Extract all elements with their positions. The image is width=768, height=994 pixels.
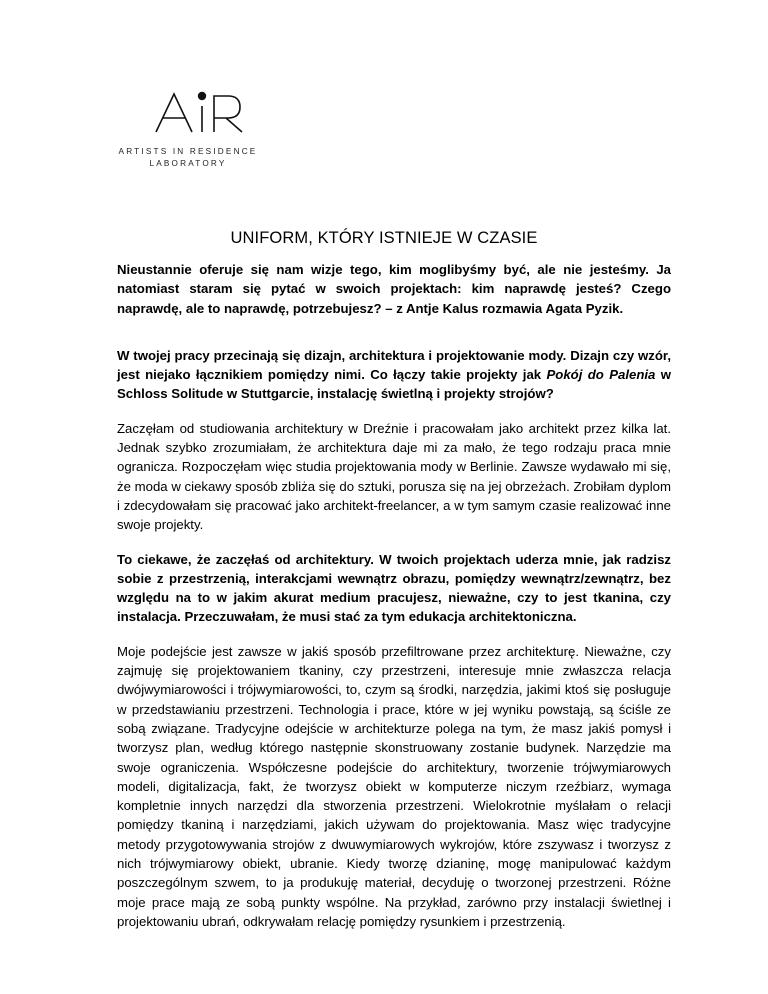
question-1-part-a: W twojej pracy przecinają się dizajn, architektura i projektowanie mody. Dizajn czy wzór, jest niejako łącznikiem pomiędzy nimi. Co łączy takie projekty jak — [117, 347, 671, 383]
lead-paragraph: Nieustannie oferuje się nam wizje tego, kim moglibyśmy być, ale nie jesteśmy. Ja natomiast staram się pytać w swoich projektach: kim naprawdę jesteś? Czego naprawdę, ale to naprawdę, potrzebujesz? – z Antje Kalus rozmawia Agata Pyzik. — [117, 262, 671, 316]
answer-1: Zaczęłam od studiowania architektury w Dreźnie i pracowałam jako architekt przez kilka lat. Jednak szybko zrozumiałam, że architektura daje mi za mało, że tego rodzaju praca mnie ogranicza. Rozpoczęłam więc studia projektowania mody w Berlinie. Zawsze wydawało mi się, że moda w ciekawy sposób zbliża się do sztuki, porusza się na jej obrzeżach. Zrobiłam dyplom i zdecydowałam się pracować jako architekt-freelancer, a w tym samym czasie realizować inne swoje projekty. — [117, 420, 671, 533]
logo-subtitle-line1: ARTISTS IN RESIDENCE — [118, 147, 258, 156]
question-1-part-b: w Schloss Solitude w Stuttgarcie, instalację świetlną i projekty strojów? — [117, 367, 671, 402]
answer-2: Moje podejście jest zawsze w jakiś sposób przefiltrowane przez architekturę. Nieważne, czy zajmuję się projektowaniem tkaniny, czy przestrzeni, interesuje mnie zwłaszcza relacja dwójwymiarowości i trójwymiarowości, to, czym są środki, narzędzia, jakimi ktoś się posługuje w przedstawianiu przestrzeni. Technologia i prace, które w jej wyniku powstają, są ściśle ze sobą związane. Tradycyjne odejście w architekturze polega na tym, że masz jakiś pomysł i tworzysz plan, według którego następnie skonstruowany zostanie budynek. Narzędzie ma swoje ograniczenia. Współczesne podejście do architektury, tworzenie trójwymiarowych modeli, digitalizacja, fakt, że tworzysz obiekt w komputerze niczym rzeźbiarz, wymaga kompletnie innych narzędzi dla stworzenia przestrzeni. Wielokrotnie myślałam o relacji pomiędzy tkaniną i narzędziami, jakich używam do projektowania. Masz więc tradycyjne metody przygotowywania strojów z dwuwymiarowych wykrojów, które zszywasz i tworzysz z nich trójwymiarowy obiekt, ubranie. Kiedy tworzę dzianinę, mogę manipulować każdym poszczególnym szwem, to ja produkuję materiał, decyduję o tworzonej przestrzeni. Różne moje prace mają ze sobą punkty wspólne. Na przykład, zarówno przy instalacji świetlnej i projektowaniu ubrań, odkrywałam relację pomiędzy rysunkiem i przestrzenią. — [117, 643, 671, 929]
article-body — [117, 260, 671, 931]
page-title: UNIFORM, KTÓRY ISTNIEJE W CZASIE — [230, 229, 538, 247]
question-1 — [117, 346, 671, 404]
question-1-work-title: Pokój do Palenia — [546, 367, 656, 383]
logo-subtitle-line2: LABORATORY — [149, 159, 227, 168]
question-2: To ciekawe, że zaczęłaś od architektury. W twoich projektach uderza mnie, jak radzisz sobie z przestrzenią, interakcjami wewnątrz obrazu, pomiędzy wewnątrz/zewnątrz, bez względu na to w jakim akurat medium pracujesz, nieważne, czy to jest tkanina, czy instalacja. Przeczuwałam, że musi stać za tym edukacja architektoniczna. — [117, 551, 671, 625]
air-logo-mark — [130, 88, 270, 168]
